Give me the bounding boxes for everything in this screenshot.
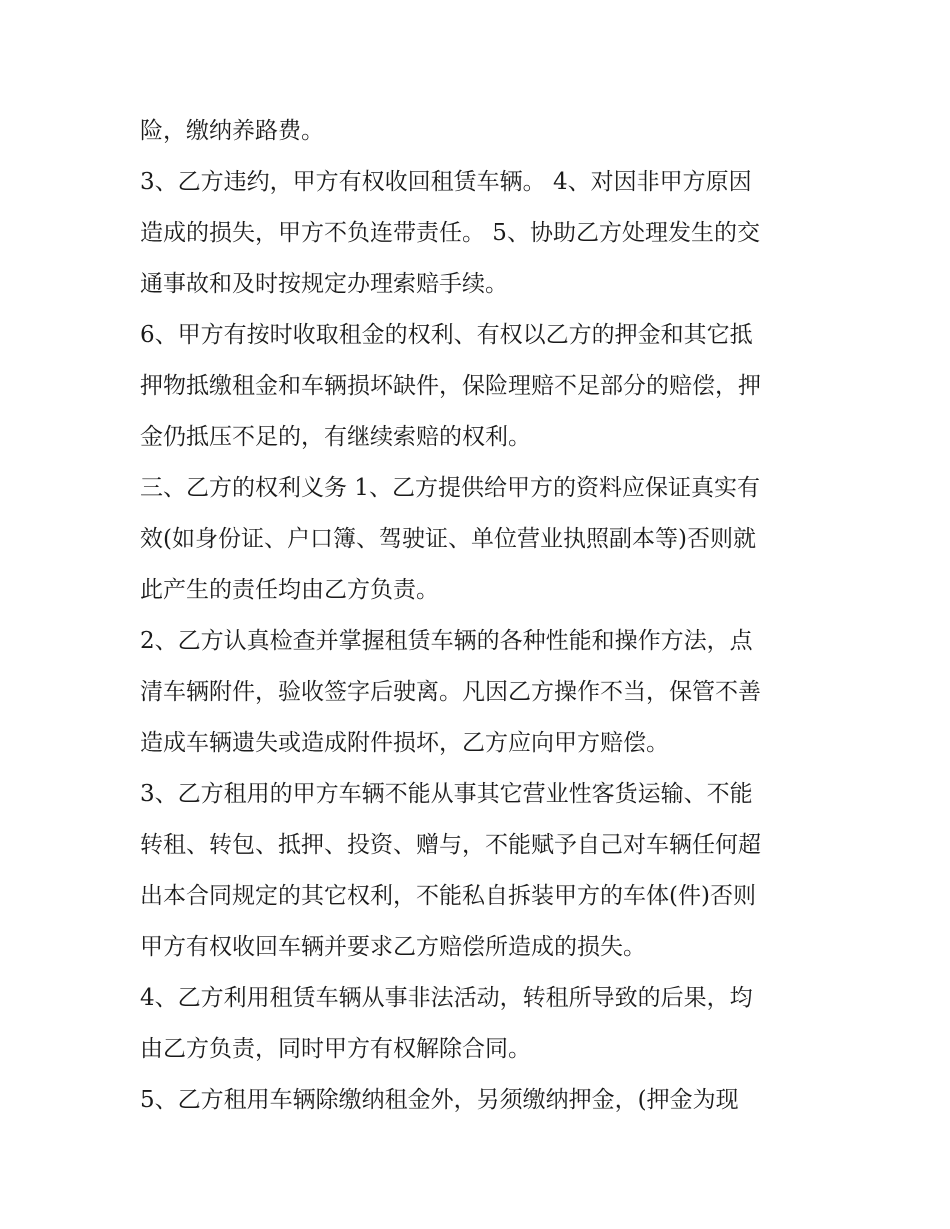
text-line: 由乙方负责，同时甲方有权解除合同。 xyxy=(140,1036,531,1062)
text-line: 此产生的责任均由乙方负责。 xyxy=(140,577,439,603)
text-line: 三、乙方的权利义务 1、乙方提供给甲方的资料应保证真实有 xyxy=(140,475,760,501)
text-line: 清车辆附件，验收签字后驶离。凡因乙方操作不当，保管不善 xyxy=(140,679,761,705)
text-line: 6、甲方有按时收取租金的权利、有权以乙方的押金和其它抵 xyxy=(140,322,753,348)
text-line: 转租、转包、抵押、投资、赠与，不能赋予自己对车辆任何超 xyxy=(140,832,761,858)
text-line: 甲方有权收回车辆并要求乙方赔偿所造成的损失。 xyxy=(140,934,646,960)
text-line: 通事故和及时按规定办理索赔手续。 xyxy=(140,271,508,297)
text-line: 4、乙方利用租赁车辆从事非法活动，转租所导致的后果，均 xyxy=(140,985,753,1011)
text-line: 3、乙方违约，甲方有权收回租赁车辆。 4、对因非甲方原因 xyxy=(140,169,752,195)
text-line: 出本合同规定的其它权利，不能私自拆装甲方的车体(件)否则 xyxy=(140,883,756,909)
text-line: 金仍抵压不足的，有继续索赔的权利。 xyxy=(140,424,531,450)
text-line: 3、乙方租用的甲方车辆不能从事其它营业性客货运输、不能 xyxy=(140,781,753,807)
text-line: 5、乙方租用车辆除缴纳租金外，另须缴纳押金，(押金为现 xyxy=(140,1087,739,1113)
text-line: 造成车辆遗失或造成附件损坏，乙方应向甲方赔偿。 xyxy=(140,730,669,756)
document-body xyxy=(140,106,840,1126)
text-line: 造成的损失，甲方不负连带责任。 5、协助乙方处理发生的交 xyxy=(140,220,760,246)
text-line: 押物抵缴租金和车辆损坏缺件，保险理赔不足部分的赔偿，押 xyxy=(140,373,761,399)
text-line: 险，缴纳养路费。 xyxy=(140,118,324,144)
text-line: 2、乙方认真检查并掌握租赁车辆的各种性能和操作方法，点 xyxy=(140,628,753,654)
text-line: 效(如身份证、户口簿、驾驶证、单位营业执照副本等)否则就 xyxy=(140,526,756,552)
